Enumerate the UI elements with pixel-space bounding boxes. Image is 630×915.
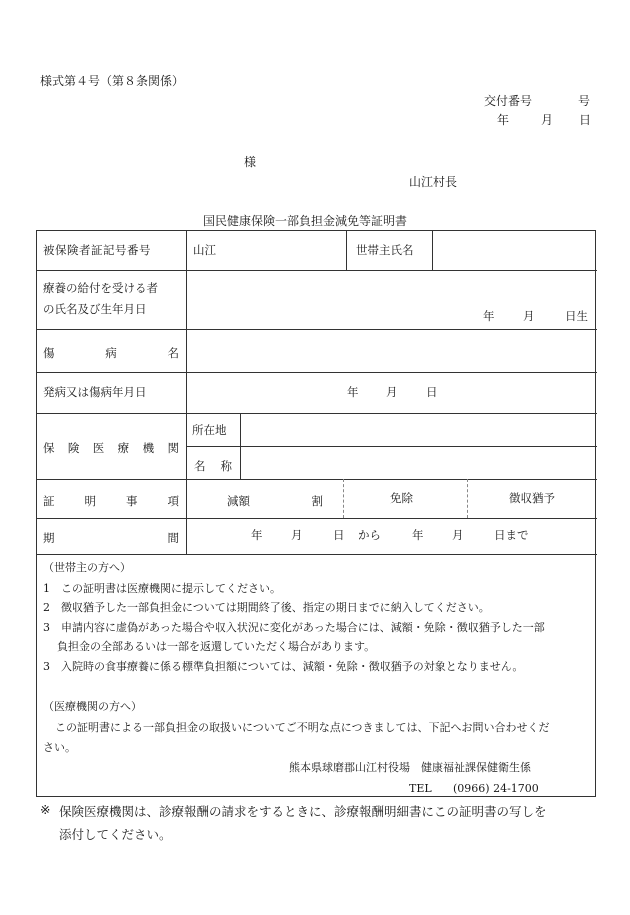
illness-label-char: 傷 <box>43 346 55 360</box>
institution-label-char: 保 <box>43 441 55 455</box>
institution-label-char: 療 <box>117 441 130 455</box>
householder-notes-heading: （世帯主の方へ） <box>43 561 131 574</box>
birth-day: 日生 <box>565 309 588 323</box>
institution-address-field[interactable] <box>245 417 591 443</box>
note-item: 3 入院時の食事療養に係る標準負担額については、減額・免除・徴収猶予の対象となりません。 <box>43 660 524 673</box>
onset-label: 発病又は傷病年月日 <box>43 385 147 399</box>
institution-label <box>43 440 179 456</box>
certification-label <box>43 493 179 509</box>
period-label-char: 期 <box>43 531 55 545</box>
note-item: 3 申請内容に虚偽があった場合や収入状況に変化があった場合には、減額・免除・徴収猶予した一部 <box>43 621 545 634</box>
insured-id-label: 被保険者証記号番号 <box>43 243 151 257</box>
header-date-month: 月 <box>541 113 554 127</box>
householder-label: 世帯主氏名 <box>356 243 414 257</box>
onset-month: 月 <box>386 385 398 399</box>
institution-label-char: 険 <box>67 441 80 455</box>
document-title: 国民健康保険一部負担金減免等証明書 <box>203 214 408 228</box>
reduction-rate-unit: 割 <box>311 494 323 508</box>
period-from-year: 年 <box>251 528 263 542</box>
institution-notes-heading: （医療機関の方へ） <box>43 700 142 713</box>
institution-name-field[interactable] <box>245 450 591 476</box>
contact-tel-label: TEL <box>409 782 432 795</box>
footer-note-line1: 保険医療機関は、診療報酬の請求をするときに、診療報酬明細書にこの証明書の写しを <box>59 804 547 819</box>
column-divider <box>240 413 241 479</box>
row-divider <box>37 518 597 519</box>
form-number: 様式第４号（第８条関係） <box>40 74 185 88</box>
row-divider <box>37 413 597 414</box>
period-label-char: 間 <box>167 531 179 545</box>
birth-year: 年 <box>483 309 495 323</box>
period-from-month: 月 <box>291 528 303 542</box>
column-divider <box>432 231 433 270</box>
row-divider <box>37 329 597 330</box>
header-date-day: 日 <box>579 113 592 127</box>
exemption-option[interactable]: 免除 <box>390 491 413 505</box>
footer-note-line2: 添付してください。 <box>59 827 172 842</box>
period-from-day: 日 <box>333 528 345 542</box>
row-divider <box>186 446 597 447</box>
footer-note-mark: ※ <box>40 802 51 817</box>
recipient-label-line1: 療養の給付を受ける者 <box>43 281 158 295</box>
onset-day: 日 <box>426 385 438 399</box>
row-divider <box>37 554 597 555</box>
period-from-label: から <box>358 528 381 542</box>
reduction-option[interactable] <box>227 493 323 509</box>
institution-label-char: 機 <box>142 441 155 455</box>
name-label <box>194 458 232 474</box>
issue-number-unit: 号 <box>578 94 591 108</box>
header-date-year: 年 <box>497 113 510 127</box>
period-to-day: 日まで <box>494 528 529 542</box>
name-label-char: 名 <box>194 459 206 473</box>
onset-year: 年 <box>347 385 359 399</box>
insured-id-value[interactable]: 山江 <box>193 243 216 257</box>
column-divider <box>346 231 347 270</box>
contact-tel: (0966) 24-1700 <box>453 782 539 795</box>
certificate-table <box>36 230 596 797</box>
period-to-year: 年 <box>412 528 424 542</box>
name-label-char: 称 <box>220 459 232 473</box>
recipient-label-line2: の氏名及び生年月日 <box>43 302 147 316</box>
address-label: 所在地 <box>192 423 227 437</box>
illness-label-char: 病 <box>105 346 117 360</box>
certification-label-char: 証 <box>43 494 55 508</box>
row-divider <box>37 479 597 480</box>
reduction-label: 減額 <box>227 494 250 508</box>
issue-number-label: 交付番号 <box>484 94 533 108</box>
illness-label-char: 名 <box>167 346 179 360</box>
column-divider-dashed <box>343 479 344 518</box>
birth-month: 月 <box>523 309 535 323</box>
note-item: 1 この証明書は医療機関に提示してください。 <box>43 582 281 595</box>
note-item: 2 徴収猶予した一部負担金については期間終了後、指定の期日までに納入してください。 <box>43 601 490 614</box>
certification-label-char: 明 <box>84 494 96 508</box>
note-item-continued: 負担金の全部あるいは一部を返還していただく場合があります。 <box>57 640 376 653</box>
column-divider-dashed <box>467 479 468 518</box>
illness-label <box>43 345 179 361</box>
institution-label-char: 関 <box>167 441 179 455</box>
column-divider <box>186 231 187 554</box>
issuer-name: 山江村長 <box>409 175 458 189</box>
row-divider <box>37 372 597 373</box>
householder-name-field[interactable] <box>437 237 591 265</box>
certification-label-char: 事 <box>126 494 138 508</box>
contact-office: 熊本県球磨郡山江村役場 健康福祉課保健衛生係 <box>289 761 531 774</box>
period-to-month: 月 <box>452 528 464 542</box>
period-label <box>43 530 179 546</box>
row-divider <box>37 270 597 271</box>
addressee-suffix: 様 <box>244 155 257 169</box>
institution-label-char: 医 <box>92 441 105 455</box>
institution-notes-text: この証明書による一部負担金の取扱いについてご不明な点につきましては、下記へお問い合わせくだ <box>55 721 550 734</box>
certification-label-char: 項 <box>167 494 179 508</box>
institution-notes-text-continued: さい。 <box>43 741 76 754</box>
deferral-option[interactable]: 徴収猶予 <box>509 491 555 505</box>
